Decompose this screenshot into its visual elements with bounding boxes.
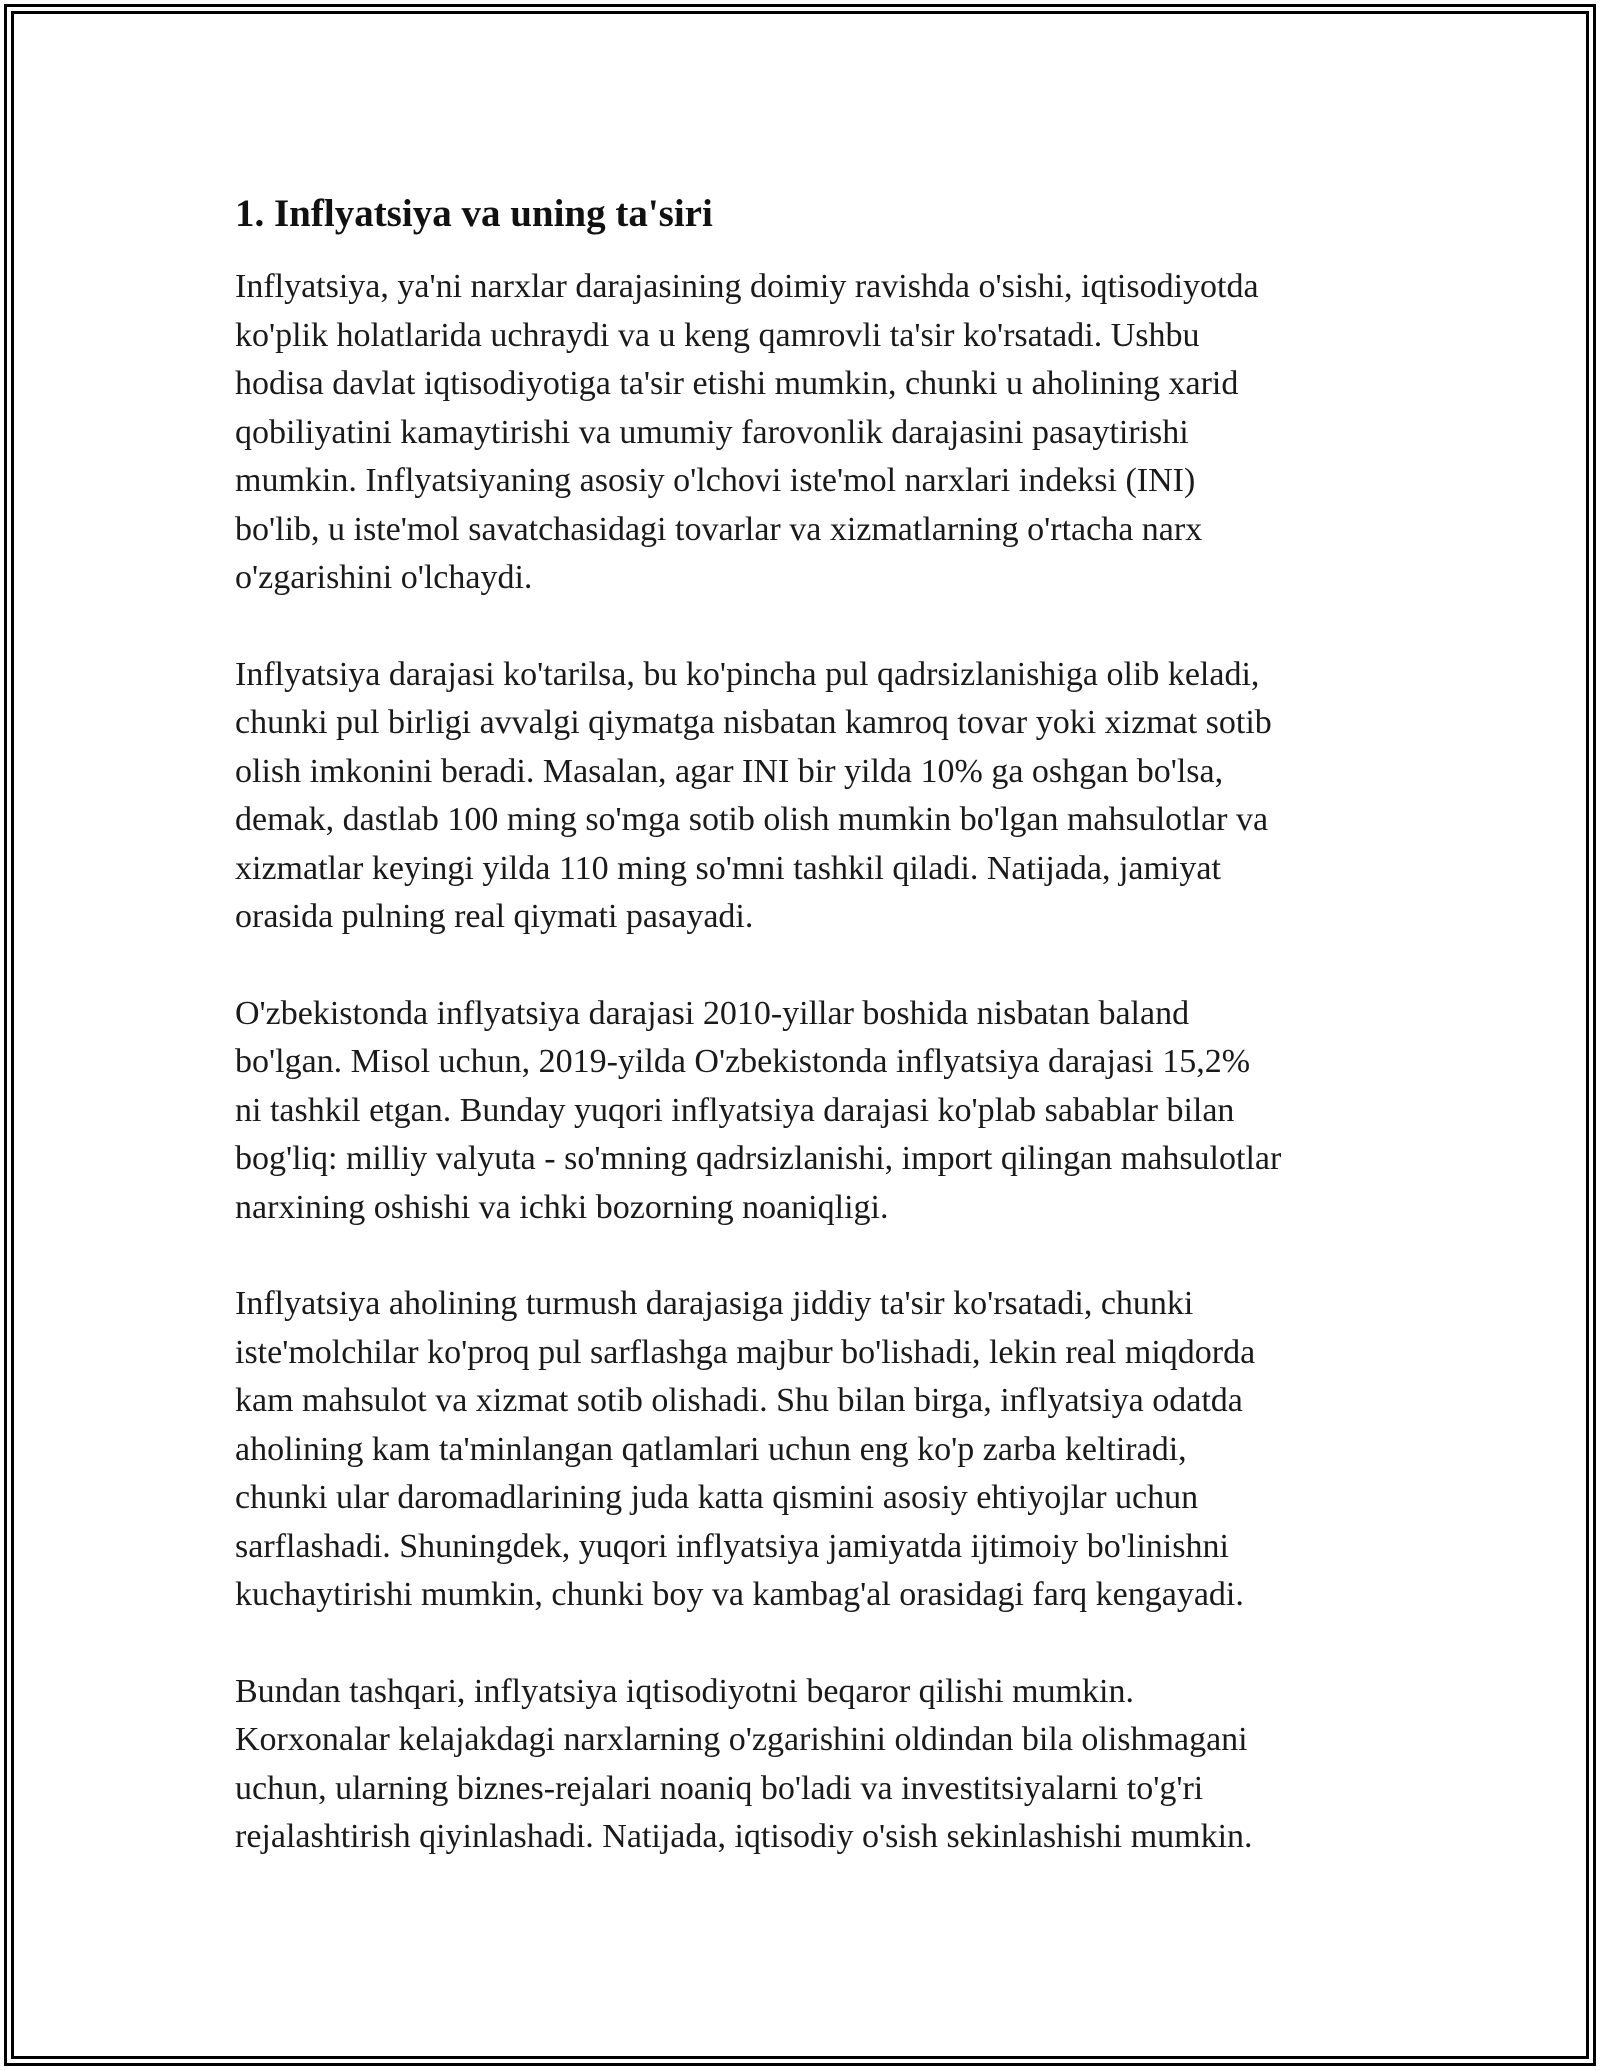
paragraph-uzbekistan-inflation: O'zbekistonda inflyatsiya darajasi 2010-yillar boshida nisbatan baland bo'lgan. Misol uchun, 2019-yilda O'zbekistonda inflyatsiya darajasi 15,2% ni tashkil etgan. Bunday yuqori inflyatsiya darajasi ko'plab sabablar bilan bog'liq: milliy valyuta - so'mning qadrsizlanishi, import qilingan mahsulotlar narxining oshishi va ichki bozorning noaniqligi. (235, 994, 1282, 1226)
paragraph-inflation-definition: Inflyatsiya, ya'ni narxlar darajasining doimiy ravishda o'sishi, iqtisodiyotda ko'plik holatlarida uchraydi va u keng qamrovli ta'sir ko'rsatadi. Ushbu hodisa davlat iqtisodiyotiga ta'sir etishi mumkin, chunki u aholining xarid qobiliyatini kamaytirishi va umumiy farovonlik darajasini pasaytirishi mumkin. Inflyatsiyaning asosiy o'lchovi iste'mol narxlari indeksi (INI) bo'lib, u iste'mol savatchasidagi tovarlar va xizmatlarning o'rtacha narx o'zgarishini o'lchaydi. (235, 268, 1259, 596)
paragraph-economic-instability: Bundan tashqari, inflyatsiya iqtisodiyotni beqaror qilishi mumkin. Korxonalar kelajakdagi narxlarning o'zgarishini oldindan bila olishmagani uchun, ularning biznes-rejalari noaniq bo'ladi va investitsiyalarni to'g'ri rejalashtirish qiyinlashadi. Natijada, iqtisodiy o'sish sekinlashishi mumkin. (235, 1672, 1253, 1855)
document-body (235, 186, 1375, 1910)
paragraph-living-standards: Inflyatsiya aholining turmush darajasiga jiddiy ta'sir ko'rsatadi, chunki iste'molchilar ko'proq pul sarflashga majbur bo'lishadi, lekin real miqdorda kam mahsulot va xizmat sotib olishadi. Shu bilan birga, inflyatsiya odatda aholining kam ta'minlangan qatlamlari uchun eng ko'p zarba keltiradi, chunki ular daromadlarining juda katta qismini asosiy ehtiyojlar uchun sarflashadi. Shuningdek, yuqori inflyatsiya jamiyatda ijtimoiy bo'linishni kuchaytirishi mumkin, chunki boy va kambag'al orasidagi farq kengayadi. (235, 1285, 1256, 1613)
page-title: 1. Inflyatsiya va uning ta'siri (235, 192, 713, 235)
paragraph-money-devaluation: Inflyatsiya darajasi ko'tarilsa, bu ko'pincha pul qadrsizlanishiga olib keladi, chunki pul birligi avvalgi qiymatga nisbatan kamroq tovar yoki xizmat sotib olish imkonini beradi. Masalan, agar INI bir yilda 10% ga oshgan bo'lsa, demak, dastlab 100 ming so'mga sotib olish mumkin bo'lgan mahsulotlar va xizmatlar keyingi yilda 110 ming so'mni tashkil qiladi. Natijada, jamiyat orasida pulning real qiymati pasayadi. (235, 655, 1272, 935)
